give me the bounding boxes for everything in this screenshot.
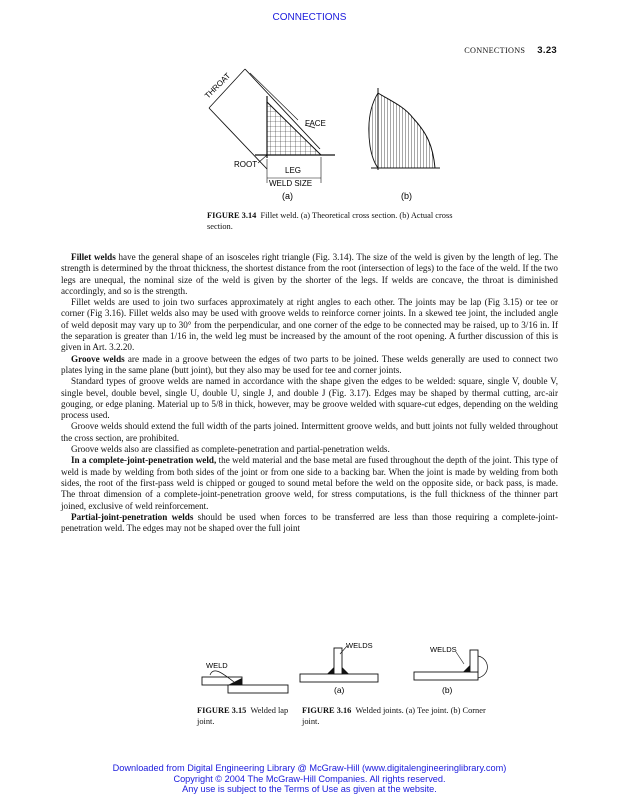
figure-3-14a-label: (a)	[282, 191, 293, 201]
face-label: FACE	[305, 119, 326, 128]
root-leader	[258, 155, 267, 163]
weld-size-label: WELD SIZE	[269, 179, 313, 188]
paragraph-text: Fillet welds are used to join two surfaces approximately at right angles to each other. The joints may be lap (Fig 3.15) or tee or corner (Fig 3.16). Fillet welds also may be used with groove welds to reinforce corner joints. In a skewed tee joint, the included angle of weld deposit may vary up to 30° from the perpendicular, and one corner of the edge to be connected may be raised, up to 3/16 in. If the separation is greater than 1/16 in, the weld leg must be increased by the amount of the root opening. A further discussion of this is given in Art. 3.2.20.	[61, 297, 558, 353]
figure-3-14-drawing	[195, 66, 485, 206]
paragraph	[61, 252, 558, 297]
figure-3-16a-label: (a)	[334, 685, 345, 695]
paragraph	[61, 455, 558, 511]
fillet-weld-section	[267, 102, 321, 155]
caption-label: FIGURE 3.16	[302, 706, 352, 715]
body-text	[61, 252, 558, 534]
top-banner: CONNECTIONS	[272, 12, 347, 23]
leg-label: LEG	[285, 166, 302, 175]
figure-3-16-caption	[302, 705, 494, 727]
figure-3-14-caption	[207, 210, 477, 232]
running-header	[464, 45, 557, 56]
paragraph	[61, 444, 558, 455]
caption-label: FIGURE 3.14	[207, 211, 257, 220]
paragraph-text: are made in a groove between the edges of two parts to be joined. These welds generally are used to connect two plates lying in the same plane (butt joint), but they also may be used for tee and corner joints.	[61, 353, 558, 375]
figure-3-15-caption	[197, 705, 293, 727]
caption-text: Fillet weld. (a) Theoretical cross section. (b) Actual cross section.	[207, 211, 453, 231]
throat-label: THROAT	[203, 71, 233, 101]
footer-download-link[interactable]: Downloaded from Digital Engineering Library @ McGraw-Hill (www.digitalengineeringlibrary.com)	[112, 763, 507, 773]
paragraph-text: Standard types of groove welds are named in accordance with the shape given the edges to be welded: square, single V, double V, single bevel, double bevel, single U, double U, single J, and double J (Fig. 3.17). Edges may be shaped by thermal cutting, arc-air gouging, or edge planing. Material up to 5/8 in thick, however, may be groove welded with square-cut edges, depending on the welding process used.	[61, 376, 558, 421]
paragraph	[61, 354, 558, 377]
paragraph-text: Groove welds also are classified as complete-penetration and partial-penetration welds.	[71, 444, 390, 455]
root-label: ROOT	[234, 160, 258, 169]
caption-text: Welded joints. (a) Tee joint. (b) Corner joint.	[302, 706, 486, 726]
figure-3-14b-label: (b)	[401, 191, 412, 201]
figure-3-16b-label: (b)	[442, 685, 453, 695]
footer-terms-link[interactable]: Any use is subject to the Terms of Use as given at the website.	[182, 784, 437, 795]
welds-label-a: WELDS	[346, 641, 373, 650]
page-number: 3.23	[537, 45, 557, 56]
figure-3-15-drawing	[198, 645, 293, 700]
footer-copyright: Copyright © 2004 The McGraw-Hill Companies. All rights reserved.	[173, 773, 446, 784]
caption-label: FIGURE 3.15	[197, 706, 247, 715]
weld-label: WELD	[206, 661, 228, 670]
welds-label-b: WELDS	[430, 645, 457, 654]
running-title: CONNECTIONS	[464, 46, 526, 55]
footer	[0, 763, 619, 795]
paragraph-lead: Groove welds	[71, 353, 125, 364]
caption-text: Welded lap joint.	[197, 706, 289, 726]
paragraph-lead: Fillet welds	[71, 252, 116, 262]
actual-weld-section	[378, 93, 435, 168]
paragraph-text: Groove welds should extend the full width of the parts joined. Intermittent groove welds, and butt joints not fully welded throughout the cross section, are prohibited.	[61, 421, 558, 443]
paragraph-lead: Partial-joint-penetration welds	[71, 511, 194, 522]
figure-3-16-drawing	[296, 636, 496, 701]
paragraph	[61, 512, 558, 535]
paragraph	[61, 297, 558, 353]
paragraph-lead: In a complete-joint-penetration weld,	[71, 455, 217, 466]
paragraph-text: should be used when forces to be transferred are less than those requiring a complete-joint-penetration weld. The edges may not be shaped over the full joint	[61, 511, 558, 534]
paragraph	[61, 376, 558, 421]
paragraph-text: the weld material and the base metal are fused throughout the depth of the joint. This type of weld is made by welding from both sides of the joint or from one side to a backing bar. When the joint is made by welding from both sides, the root of the first-pass weld is chipped or gouged to sound metal before the weld on the opposite side, or back pass, is made. The throat dimension of a complete-joint-penetration groove weld, for stress computations, is the full thickness of the thinner part joined, exclusive of weld reinforcement.	[61, 455, 558, 511]
paragraph	[61, 421, 558, 444]
paragraph-text: have the general shape of an isosceles right triangle (Fig. 3.14). The size of the weld is given by the length of leg. The strength is determined by the throat thickness, the shortest distance from the root (intersection of legs) to the face of the weld. If the two legs are unequal, the nominal size of the weld is given by the shorter of the legs. If welds are concave, the throat is diminished accordingly, and so is the strength.	[61, 252, 558, 296]
